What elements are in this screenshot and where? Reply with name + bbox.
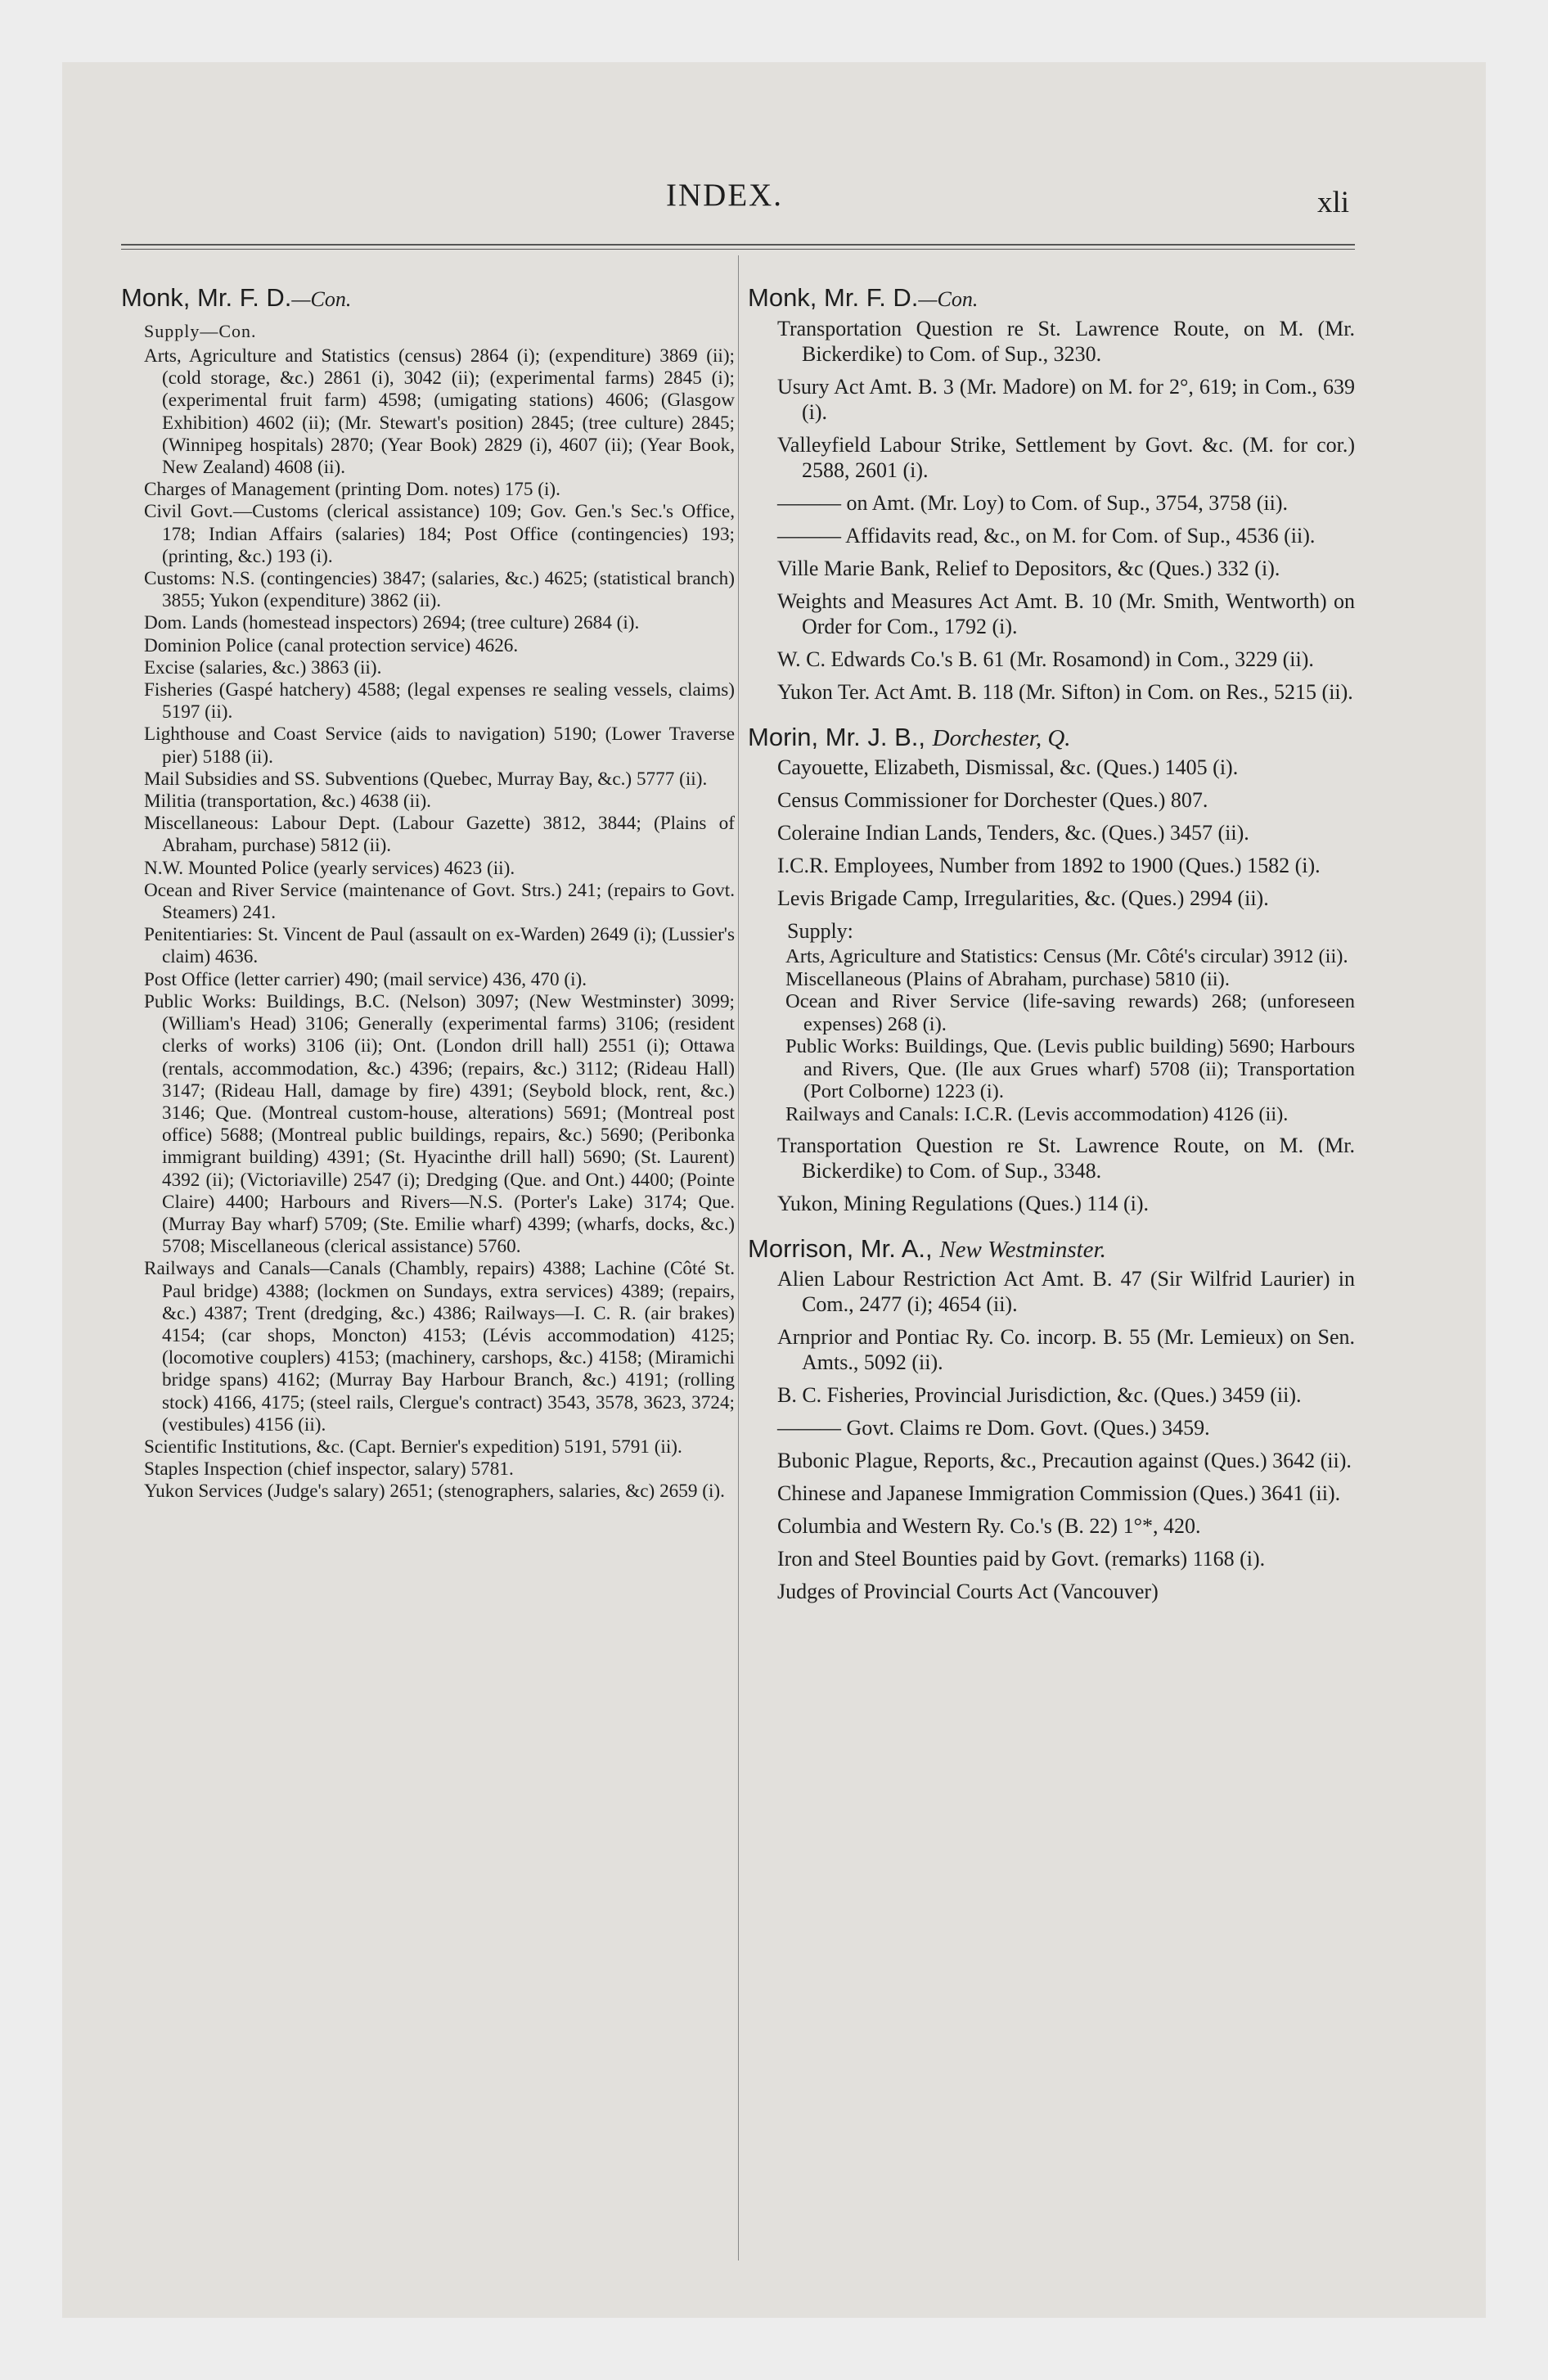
- subentry: Arts, Agriculture and Statistics (census) 2864 (i); (expenditure) 3869 (ii); (cold storage, &c.) 2861 (i), 3042 (ii); (experimental farms) 2845 (i); (experimental fruit farm) 4598; (umigating stations) 4606; (Glasgow Exhibition) 4602 (ii); (Mr. Stewart's position) 2845; (tree culture) 2845; (Winnipeg hospitals) 2870; (Year Book) 2829 (i), 4607 (ii); (Year Book, New Zealand) 4608 (ii).: [144, 345, 735, 479]
- morin-entries: [748, 755, 1355, 1216]
- subentry: Militia (transportation, &c.) 4638 (ii).: [144, 791, 431, 813]
- subentry: Customs: N.S. (contingencies) 3847; (salaries, &c.) 4625; (statistical branch) 3855; Yukon (expenditure) 3862 (ii).: [144, 568, 735, 612]
- page-number: xli: [1317, 186, 1350, 219]
- index-entry: ——— Affidavits read, &c., on M. for Com. of Sup., 4536 (ii).: [777, 524, 1316, 548]
- constituency: New Westminster.: [939, 1237, 1106, 1263]
- member-name: Monk, Mr. F. D.: [748, 283, 919, 312]
- index-entry: Iron and Steel Bounties paid by Govt. (remarks) 1168 (i).: [777, 1547, 1266, 1571]
- subentry: Miscellaneous (Plains of Abraham, purchase) 5810 (ii).: [785, 967, 1230, 990]
- column-divider: [738, 255, 739, 2261]
- index-entry: Columbia and Western Ry. Co.'s (B. 22) 1°*, 420.: [777, 1514, 1201, 1538]
- supply-label: Supply:: [787, 919, 853, 943]
- index-entry: Ville Marie Bank, Relief to Depositors, &c (Ques.) 332 (i).: [777, 557, 1280, 580]
- header-rule: [121, 244, 1355, 246]
- subentry: Excise (salaries, &c.) 3863 (ii).: [144, 656, 382, 678]
- index-entry: Levis Brigade Camp, Irregularities, &c. (Ques.) 2994 (ii).: [777, 886, 1269, 910]
- entry-heading-monk: [748, 282, 1355, 316]
- index-entry: Alien Labour Restriction Act Amt. B. 47 (Sir Wilfrid Laurier) in Com., 2477 (i); 4654 (ii).: [777, 1267, 1355, 1316]
- subentry: Ocean and River Service (maintenance of Govt. Strs.) 241; (repairs to Govt. Steamers) 241.: [144, 879, 735, 924]
- index-entry: Bubonic Plague, Reports, &c., Precaution against (Ques.) 3642 (ii).: [777, 1449, 1352, 1472]
- index-entry: Coleraine Indian Lands, Tenders, &c. (Ques.) 3457 (ii).: [777, 821, 1249, 845]
- subentry: Lighthouse and Coast Service (aids to navigation) 5190; (Lower Traverse pier) 5188 (ii).: [144, 723, 735, 768]
- index-entry: W. C. Edwards Co.'s B. 61 (Mr. Rosamond) in Com., 3229 (ii).: [777, 647, 1314, 671]
- header-rule: [121, 249, 1355, 250]
- subentry: Arts, Agriculture and Statistics: Census (Mr. Côté's circular) 3912 (ii).: [785, 945, 1348, 967]
- index-entry: Valleyfield Labour Strike, Settlement by Govt. &c. (M. for cor.) 2588, 2601 (i).: [777, 433, 1355, 482]
- index-entry: Transportation Question re St. Lawrence Route, on M. (Mr. Bickerdike) to Com. of Sup., 3230.: [777, 317, 1355, 366]
- subentry: Staples Inspection (chief inspector, salary) 5781.: [144, 1458, 514, 1481]
- page-title: INDEX.: [666, 178, 784, 213]
- subentry: Railways and Canals—Canals (Chambly, repairs) 4388; Lachine (Côté St. Paul bridge) 4388; (lockmen on Sundays, extra services) 4389; (repairs, &c.) 4387; Trent (dredging, &c.) 4386; Railways—I. C. R. (air brakes) 4154; (car shops, Moncton) 4153; (Lévis accommodation) 4125; (locomotive couplers) 4153; (machinery, carshops, &c.) 4158; (Miramichi bridge spans) 4162; (Murray Bay Harbour Branch, &c.) 4191; (rolling stock) 4166, 4175; (steel rails, Clergue's contract) 3543, 3578, 3623, 3724; (vestibules) 4156 (ii).: [144, 1258, 735, 1436]
- supply-label: Supply—Con.: [144, 321, 257, 341]
- supply-list: [121, 345, 735, 1503]
- index-entry: Weights and Measures Act Amt. B. 10 (Mr. Smith, Wentworth) on Order for Com., 1792 (i).: [777, 589, 1355, 638]
- entry-heading-morin: [748, 721, 1355, 755]
- monk-entries: [748, 316, 1355, 705]
- index-entry: I.C.R. Employees, Number from 1892 to 1900 (Ques.) 1582 (i).: [777, 854, 1321, 877]
- subentry: Miscellaneous: Labour Dept. (Labour Gazette) 3812, 3844; (Plains of Abraham, purchase) 5812 (ii).: [144, 813, 735, 857]
- index-entry: ——— Govt. Claims re Dom. Govt. (Ques.) 3459.: [777, 1416, 1210, 1440]
- subentry: Dominion Police (canal protection service) 4626.: [144, 634, 519, 656]
- subentry: Railways and Canals: I.C.R. (Levis accommodation) 4126 (ii).: [785, 1102, 1289, 1125]
- continued-label: —Con.: [291, 287, 352, 311]
- entry-heading-morrison: [748, 1233, 1355, 1266]
- index-entry: Cayouette, Elizabeth, Dismissal, &c. (Ques.) 1405 (i).: [777, 755, 1239, 779]
- index-entry: Usury Act Amt. B. 3 (Mr. Madore) on M. for 2°, 619; in Com., 639 (i).: [777, 375, 1355, 424]
- index-entry: Yukon Ter. Act Amt. B. 118 (Mr. Sifton) in Com. on Res., 5215 (ii).: [777, 680, 1353, 704]
- left-column: [121, 282, 735, 1503]
- morrison-entries: [748, 1266, 1355, 1604]
- member-name: Monk, Mr. F. D.: [121, 283, 292, 312]
- subentry: Scientific Institutions, &c. (Capt. Bernier's expedition) 5191, 5791 (ii).: [144, 1436, 682, 1458]
- subentry: Yukon Services (Judge's salary) 2651; (stenographers, salaries, &c) 2659 (i).: [144, 1481, 725, 1503]
- index-entry: Yukon, Mining Regulations (Ques.) 114 (i).: [777, 1192, 1149, 1215]
- subentry: Post Office (letter carrier) 490; (mail service) 436, 470 (i).: [144, 968, 587, 990]
- constituency: Dorchester, Q.: [932, 725, 1071, 751]
- subentry: Mail Subsidies and SS. Subventions (Quebec, Murray Bay, &c.) 5777 (ii).: [144, 768, 708, 790]
- index-entry: Judges of Provincial Courts Act (Vancouver): [777, 1580, 1159, 1603]
- subentry: Penitentiaries: St. Vincent de Paul (assault on ex-Warden) 2649 (i); (Lussier's claim) 4636.: [144, 924, 735, 968]
- subentry: Ocean and River Service (life-saving rewards) 268; (unforeseen expenses) 268 (i).: [785, 990, 1355, 1035]
- member-name: Morrison, Mr. A.,: [748, 1234, 933, 1263]
- index-entry: Transportation Question re St. Lawrence Route, on M. (Mr. Bickerdike) to Com. of Sup., 3348.: [777, 1134, 1355, 1183]
- member-name: Morin, Mr. J. B.,: [748, 723, 926, 751]
- subentry: Charges of Management (printing Dom. notes) 175 (i).: [144, 479, 560, 501]
- continued-label: —Con.: [918, 287, 979, 311]
- subentry: N.W. Mounted Police (yearly services) 4623 (ii).: [144, 857, 515, 879]
- index-entry: ——— on Amt. (Mr. Loy) to Com. of Sup., 3754, 3758 (ii).: [777, 491, 1288, 515]
- subentry: Fisheries (Gaspé hatchery) 4588; (legal expenses re sealing vessels, claims) 5197 (ii).: [144, 679, 735, 723]
- subentry: Dom. Lands (homestead inspectors) 2694; (tree culture) 2684 (i).: [144, 612, 640, 634]
- index-entry: Arnprior and Pontiac Ry. Co. incorp. B. 55 (Mr. Lemieux) on Sen. Amts., 5092 (ii).: [777, 1325, 1355, 1374]
- subentry: Public Works: Buildings, Que. (Levis public building) 5690; Harbours and Rivers, Que. (Ile aux Grues wharf) 5708 (ii); Transportation (Port Colborne) 1223 (i).: [785, 1035, 1355, 1102]
- subentry: Civil Govt.—Customs (clerical assistance) 109; Gov. Gen.'s Sec.'s Office, 178; Indian Affairs (salaries) 184; Post Office (contingencies) 193; (printing, &c.) 193 (i).: [144, 501, 735, 567]
- subentry: Public Works: Buildings, B.C. (Nelson) 3097; (New Westminster) 3099; (William's Head) 3106; Generally (experimental farms) 3106; (resident clerks of works) 3106 (ii); Ont. (London drill hall) 2551 (i); Ottawa (rentals, accommodation, &c.) 4396; (repairs, &c.) 3112; (Rideau Hall) 3147; (Rideau Hall, damage by fire) 4391; (Seybold block, rent, &c.) 3146; Que. (Montreal custom-house, alterations) 5691; (Montreal post office) 5688; (Montreal public buildings, repairs, &c.) 5690; (Peribonka immigrant building) 4391; (St. Hyacinthe drill hall) 5690; (St. Laurent) 4392 (ii); (Victoriaville) 2547 (i); Dredging (Que. and Ont.) 4400; (Pointe Claire) 4400; Harbours and Rivers—N.S. (Porter's Lake) 3174; Que. (Murray Bay wharf) 5709; (Ste. Emilie wharf) 4399; (wharfs, docks, &c.) 5708; Miscellaneous (clerical assistance) 5760.: [144, 990, 735, 1258]
- index-entry: Census Commissioner for Dorchester (Ques.) 807.: [777, 788, 1208, 812]
- right-column: [748, 282, 1355, 1611]
- index-entry: Chinese and Japanese Immigration Commission (Ques.) 3641 (ii).: [777, 1481, 1341, 1505]
- entry-heading: [121, 282, 735, 316]
- index-entry: B. C. Fisheries, Provincial Jurisdiction, &c. (Ques.) 3459 (ii).: [777, 1383, 1302, 1407]
